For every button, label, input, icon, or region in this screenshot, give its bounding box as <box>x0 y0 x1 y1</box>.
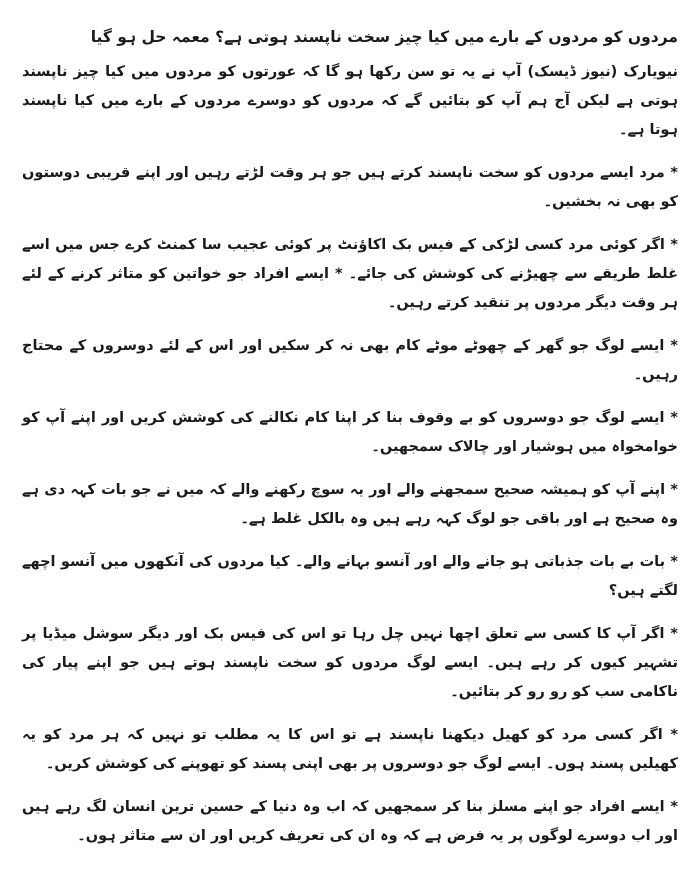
article-paragraph: نیویارک (نیوز ڈیسک) آپ نے یہ تو سن رکھا ہو گا کہ عورتوں کو مردوں میں کیا چیز ناپسند ہوتی ہے لیکن آج ہم آپ کو بتائیں گے کہ مردوں کو دوسرے مردوں کے بارے میں کیا ناپسند ہوتا ہے۔ <box>22 64 678 138</box>
article-paragraph: * ایسے لوگ جو دوسروں کو بے وقوف بنا کر اپنا کام نکالنے کی کوشش کریں اور اپنے آپ کو خوامخواہ میں ہوشیار اور چالاک سمجھیں۔ <box>22 410 678 455</box>
article-paragraph: * اپنے آپ کو ہمیشہ صحیح سمجھنے والے اور یہ سوچ رکھنے والے کہ میں نے جو بات کہہ دی ہے وہ صحیح ہے اور باقی جو لوگ کہہ رہے ہیں وہ بالکل غلط ہے۔ <box>22 482 678 527</box>
article-paragraph: * اگر کوئی مرد کسی لڑکی کے فیس بک اکاﺅنٹ پر کوئی عجیب سا کمنٹ کرے جس میں اسے غلط طریقے سے چھیڑنے کی کوشش کی جائے۔ * ایسے افراد جو خواتین کو متاثر کرنے کے لئے ہر وقت دیگر مردوں پر تنقید کرتے رہیں۔ <box>22 237 678 311</box>
article-headline: مردوں کو مردوں کے بارے میں کیا چیز سخت ناپسند ہوتی ہے؟ معمہ حل ہو گیا <box>90 28 678 46</box>
article-paragraph: * ایسے لوگ جو گھر کے چھوٹے موٹے کام بھی نہ کر سکیں اور اس کے لئے دوسروں کے محتاج رہیں۔ <box>22 338 678 383</box>
article-paragraph: * بات بے بات جذباتی ہو جانے والے اور آنسو بہانے والے۔ کیا مردوں کی آنکھوں میں آنسو اچھے لگتے ہیں؟ <box>22 554 678 599</box>
article-paragraph: * مرد ایسے مردوں کو سخت ناپسند کرتے ہیں جو ہر وقت لڑتے رہیں اور اپنے قریبی دوستوں کو بھی نہ بخشیں۔ <box>22 165 678 210</box>
article-paragraph: * اگر کسی مرد کو کھیل دیکھنا ناپسند ہے تو اس کا یہ مطلب تو نہیں کہ ہر مرد کو یہ کھیلیں پسند ہوں۔ ایسے لوگ جو دوسروں پر بھی اپنی پسند کو تھوپنے کی کوشش کریں۔ <box>22 727 678 772</box>
article-paragraph: * اگر آپ کا کسی سے تعلق اچھا نہیں چل رہا تو اس کی فیس بک اور دیگر سوشل میڈیا پر تشہیر کیوں کر رہے ہیں۔ ایسے لوگ مردوں کو سخت ناپسند ہوتے ہیں جو اپنے پیار کی ناکامی سب کو رو رو کر بتائیں۔ <box>22 626 678 700</box>
article-paragraph: * ایسے افراد جو اپنے مسلز بنا کر سمجھیں کہ اب وہ دنیا کے حسین ترین انسان لگ رہے ہیں اور اب دوسرے لوگوں پر یہ فرض ہے کہ وہ ان کی تعریف کریں اور ان سے متاثر ہوں۔ <box>22 799 678 844</box>
